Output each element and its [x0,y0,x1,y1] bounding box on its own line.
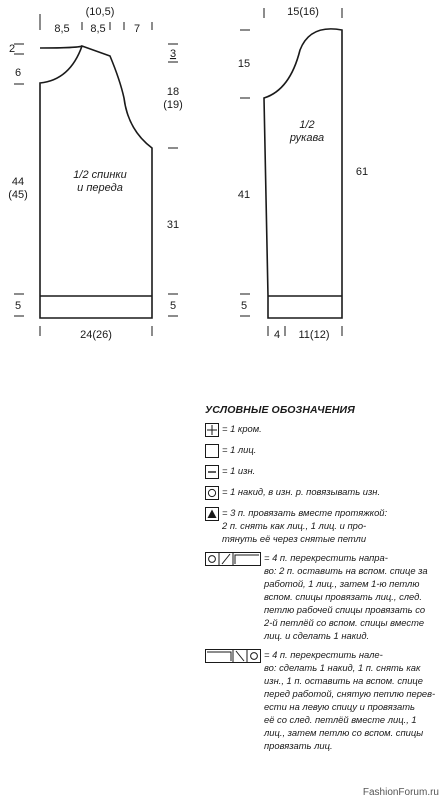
sleeve-top-width: 15(16) [287,6,319,18]
body-left-dim-1: 2 [8,43,16,55]
legend-item [205,648,441,752]
body-top-seg-1: 8,5 [54,23,70,35]
body-left-dim-2: 6 [14,67,22,79]
body-piece-label [73,169,126,194]
legend-text: = 1 лиц. [222,444,257,455]
body-bottom-width: 24(26) [80,329,112,341]
text-line: (19) [163,99,183,111]
body-left-dim-4: 5 [14,300,22,312]
sleeve-dimension-marks [237,8,342,336]
site-watermark: FashionForum.ru [362,787,439,798]
sleeve-left-dim-2: 41 [237,189,251,201]
legend-text: = 1 кром. [222,423,262,434]
cross-left-icon [205,649,261,663]
body-right-dim-4: 5 [169,300,177,312]
legend-text: = 4 п. перекрестить нале- во: сделать 1 накид, 1 п. снять как изн., 1 п. оставить на вспом. спице перед работой, снятую петлю перев- ести на левую спицу и провязать её со след. петлёй вместе лиц., 1 лиц., затем петлю со вспом. спицы провязать лиц. [264,649,436,751]
legend-item [205,422,441,437]
legend [205,404,441,758]
dash-box-icon [205,465,219,479]
legend-text: = 1 изн. [222,465,256,476]
legend-text: = 4 п. перекрестить напра- во: 2 п. оставить на вспом. спице за работой, 1 лиц., затем 1-ю петлю вспом. спицы провязать лиц., след. петлю рабочей спицы провязать со 2-й петлёй со вспом. спицы вместе лиц. и сделать 1 накид. [264,552,428,641]
sleeve-left-dim-3: 5 [240,300,248,312]
body-right-dim-1: 3 [169,48,177,60]
sleeve-bottom-width-1: 4 [273,329,281,341]
body-left-dim-3 [8,176,28,201]
sleeve-left-dim-1: 15 [237,58,251,70]
circle-box-icon [205,486,219,500]
legend-text: = 3 п. провязать вместе протяжкой: 2 п. снять как лиц., 1 лиц. и про- тянуть её через снятые петли [222,507,388,544]
sleeve-bottom-width-2: 11(12) [298,329,330,341]
legend-item [205,506,441,545]
plus-box-icon [205,423,219,437]
legend-item [205,464,441,479]
body-top-seg-3: 7 [133,23,141,35]
cross-right-icon [205,552,261,566]
sleeve-piece [264,29,342,318]
body-right-dim-3: 31 [166,219,180,231]
text-line: 44 [11,176,25,188]
sleeve-piece-label [289,119,324,144]
body-top-seg-2: 8,5 [90,23,106,35]
front-neckline [40,46,82,48]
body-right-dim-2 [163,86,183,111]
body-neck-width: (10,5) [85,6,115,18]
legend-text: = 1 накид, в изн. р. повязывать изн. [222,486,381,497]
legend-item [205,443,441,458]
legend-item [205,485,441,500]
sleeve-outline [264,29,342,318]
text-line: рукава [289,132,325,144]
triangle-box-icon [205,507,219,521]
text-line: 18 [166,86,180,98]
text-line: и переда [77,182,123,194]
legend-title: УСЛОВНЫЕ ОБОЗНАЧЕНИЯ [205,404,355,416]
sleeve-right-dim: 61 [355,166,369,178]
empty-box-icon [205,444,219,458]
text-line: 1/2 спинки [73,169,127,181]
text-line: 1/2 [299,119,315,131]
legend-item [205,551,441,642]
text-line: (45) [8,189,28,201]
